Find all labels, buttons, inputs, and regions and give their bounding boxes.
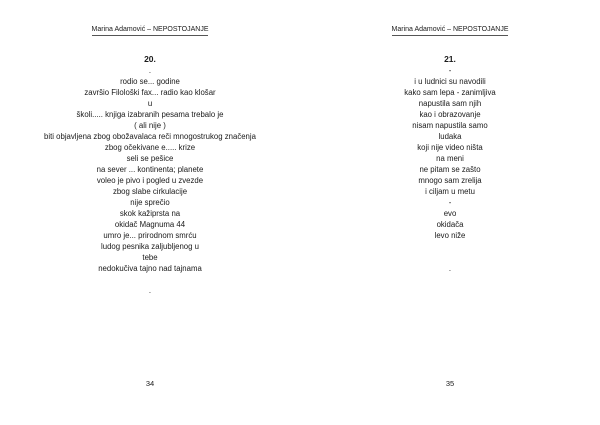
poem-line: ( ali nije ) xyxy=(134,121,166,130)
poem-line: mnogo sam zrelija xyxy=(418,176,482,185)
poem-line: okidač Magnuma 44 xyxy=(114,220,186,229)
poem-line: - xyxy=(448,66,452,75)
running-header: Marina Adamović – NEPOSTOJANJE xyxy=(0,26,300,33)
right-page xyxy=(300,0,600,425)
poem-line: na sever ... kontinenta; planete xyxy=(96,165,204,174)
poem-line: tebe xyxy=(142,253,158,262)
poem-lines xyxy=(300,65,600,274)
poem-line: nedokučiva tajno nad tajnama xyxy=(98,264,202,273)
poem-line: ne pitam se zašto xyxy=(419,165,481,174)
poem-line: ludaka xyxy=(438,132,462,141)
poem-line: kao i obrazovanje xyxy=(419,110,481,119)
poem-line: i u ludnici su navodili xyxy=(414,77,486,86)
poem-line xyxy=(0,274,300,285)
poem-number: 20. xyxy=(144,54,156,64)
page-number: 35 xyxy=(445,379,455,388)
poem-lines xyxy=(0,65,300,296)
poem-21 xyxy=(300,54,600,274)
poem-line: završio Filološki fax... radio kao klošar xyxy=(84,88,216,97)
running-header: Marina Adamović – NEPOSTOJANJE xyxy=(300,26,600,33)
poem-line: školi..... knjiga izabranih pesama trebalo je xyxy=(76,110,224,119)
poem-line: nije sprečio xyxy=(130,198,170,207)
poem-line: voleo je pivo i pogled u zvezde xyxy=(96,176,204,185)
poem-line: . xyxy=(448,264,452,273)
poem-line: . xyxy=(148,286,152,295)
poem-line: umro je... prirodnom smrću xyxy=(103,231,197,240)
poem-line: na meni xyxy=(436,154,464,163)
poem-line xyxy=(300,241,600,252)
poem-line: nisam napustila samo xyxy=(412,121,488,130)
poem-number: 21. xyxy=(444,54,456,64)
poem-line: zbog slabe cirkulacije xyxy=(112,187,188,196)
poem-line: . xyxy=(148,66,152,75)
poem-line: okidača xyxy=(436,220,464,229)
poem-line: i ciljam u metu xyxy=(425,187,475,196)
poem-line: biti objavljena zbog obožavalaca reči mnogostrukog značenja xyxy=(44,132,256,141)
poem-line: - xyxy=(448,198,452,207)
poem-line: napustila sam njih xyxy=(418,99,482,108)
page-number: 34 xyxy=(145,379,155,388)
poem-line: levo niže xyxy=(434,231,466,240)
poem-line: zbog očekivane e..... krize xyxy=(104,143,196,152)
poem-line: skok kažiprsta na xyxy=(119,209,181,218)
poem-20 xyxy=(0,54,300,296)
poem-line: evo xyxy=(443,209,457,218)
poem-line: u xyxy=(147,99,153,108)
poem-line xyxy=(300,252,600,263)
poem-line: ludog pesnika zaljubljenog u xyxy=(101,242,199,251)
poem-line: koji nije video ništa xyxy=(417,143,483,152)
poem-line: kako sam lepa - zanimljiva xyxy=(404,88,496,97)
poem-line: rodio se... godine xyxy=(120,77,180,86)
poem-line: seli se pešice xyxy=(126,154,174,163)
